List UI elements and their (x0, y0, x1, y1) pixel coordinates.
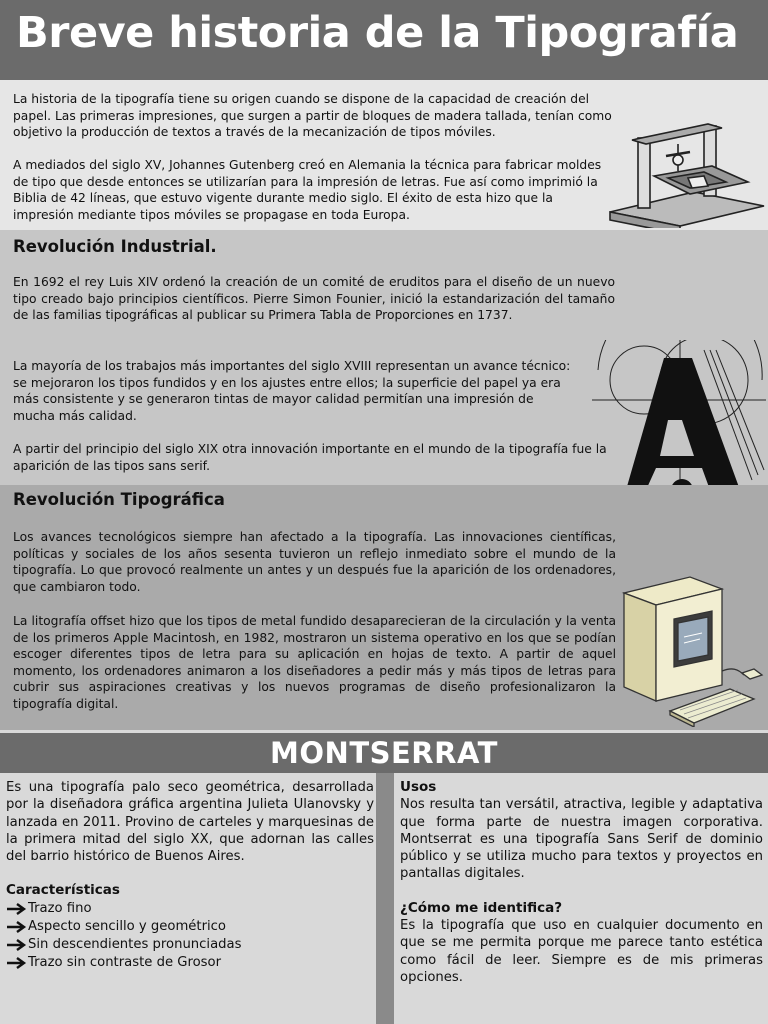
montserrat-left-column (6, 779, 374, 972)
feature-label: Sin descendientes pronunciadas (28, 937, 242, 953)
arrow-right-icon (6, 938, 28, 952)
feature-item (6, 936, 374, 954)
industrial-paragraph-2: La mayoría de los trabajos más importantes del siglo XVIII representan un avance técnico: se mejoraron los tipos fundidos y en los ajustes entre ellos; la superficie del papel ya era más consistente y se generaron tintas de mayor calidad permitían una impresión de mucha más calidad. (13, 359, 571, 423)
title-bar (0, 0, 768, 80)
feature-label: Trazo fino (28, 901, 92, 917)
tipografica-paragraph-1: Los avances tecnológicos siempre han afectado a la tipografía. Las innovaciones científicas, políticas y sociales de los años sesenta tuvieron un reflejo inmediato sobre el mundo de la tipografía. Lo que provocó realmente un antes y un después fue la aparición de los ordenadores, que cambiaron todo. (13, 530, 616, 594)
arrow-right-icon (6, 956, 28, 970)
usos-text: Nos resulta tan versátil, atractiva, legible y adaptativa que forma parte de nuestra imagen corporativa. Montserrat es una tipografía Sans Serif de dominio público y se utiliza mucho para textos y proyectos en pantallas digitales. (400, 797, 763, 882)
montserrat-right-column (400, 779, 763, 986)
feature-label: Aspecto sencillo y geométrico (28, 919, 226, 935)
identifica-text: Es la tipografía que uso en cualquier documento en que se me permita porque me parece tanto estética como fácil de leer. Siempre es de mis primeras opciones. (400, 918, 763, 985)
montserrat-heading: MONTSERRAT (270, 736, 498, 770)
usos-heading: Usos (400, 779, 437, 795)
identifica-heading: ¿Cómo me identifica? (400, 899, 563, 916)
features-heading: Características (6, 882, 120, 899)
tipografica-heading: Revolución Tipográfica (13, 490, 225, 509)
feature-label: Trazo sin contraste de Grosor (28, 955, 222, 971)
arrow-right-icon (6, 920, 28, 934)
feature-item (6, 954, 374, 972)
industrial-paragraph-1: En 1692 el rey Luis XIV ordenó la creación de un comité de eruditos para el diseño de un nuevo tipo creado bajo principios científicos. Pierre Simon Founier, inició la estandarización del tamaño de las familias tipográficas al publicar su Primera Tabla de Proporciones en 1737. (13, 275, 615, 323)
montserrat-band (0, 733, 768, 773)
column-divider (376, 773, 394, 1024)
intro-paragraph-2: A mediados del siglo XV, Johannes Gutenberg creó en Alemania la técnica para fabricar moldes de tipo que desde entonces se utilizarían para la impresión de letras. Fue así como imprimió la Biblia de 42 líneas, que estuvo vigente durante medio siglo. El éxito de esta hizo que la impresión mediante tipos móviles se propagase en toda Europa. (13, 158, 602, 222)
macintosh-computer-illustration (620, 575, 766, 727)
montserrat-description: Es una tipografía palo seco geométrica, desarrollada por la diseñadora gráfica argentina Julieta Ulanovsky y lanzada en 2011. Provino de carteles y marquesinas de la primera mitad del siglo XX, que adornan las calles del barrio histórico de Buenos Aires. (6, 780, 374, 865)
montserrat-section (0, 773, 768, 1024)
printing-press-illustration (608, 116, 766, 228)
tipografica-section (0, 485, 768, 730)
feature-item (6, 918, 374, 936)
feature-item (6, 900, 374, 918)
industrial-paragraph-3: A partir del principio del siglo XIX otra innovación importante en el mundo de la tipografía fue la aparición de las tipos sans serif. (13, 442, 607, 473)
intro-section (0, 80, 768, 230)
industrial-section (0, 230, 768, 485)
page-title: Breve historia de la Tipografía (16, 8, 739, 58)
intro-paragraph-1: La historia de la tipografía tiene su origen cuando se dispone de la capacidad de creación del papel. Las primeras impresiones, que surgen a partir de bloques de madera tallada, tenían como objetivo la producción de textos a través de la mecanización de tipos móviles. (13, 92, 612, 140)
features-list (6, 900, 374, 972)
tipografica-paragraph-2: La litografía offset hizo que los tipos de metal fundido desaparecieran de la circulación y la venta de los primeros Apple Macintosh, en 1982, mostraron un sistema operativo en los que se podían escoger diferentes tipos de letra para su aplicación en hojas de texto. A partir de aquel momento, los ordenadores animaron a los diseñadores a pedir más y más tipos de letras para cubrir sus aspiraciones creativas y los nuevos programas de diseño profesionalizaron la tipografía digital. (13, 614, 616, 711)
industrial-heading: Revolución Industrial. (13, 237, 217, 256)
arrow-right-icon (6, 902, 28, 916)
